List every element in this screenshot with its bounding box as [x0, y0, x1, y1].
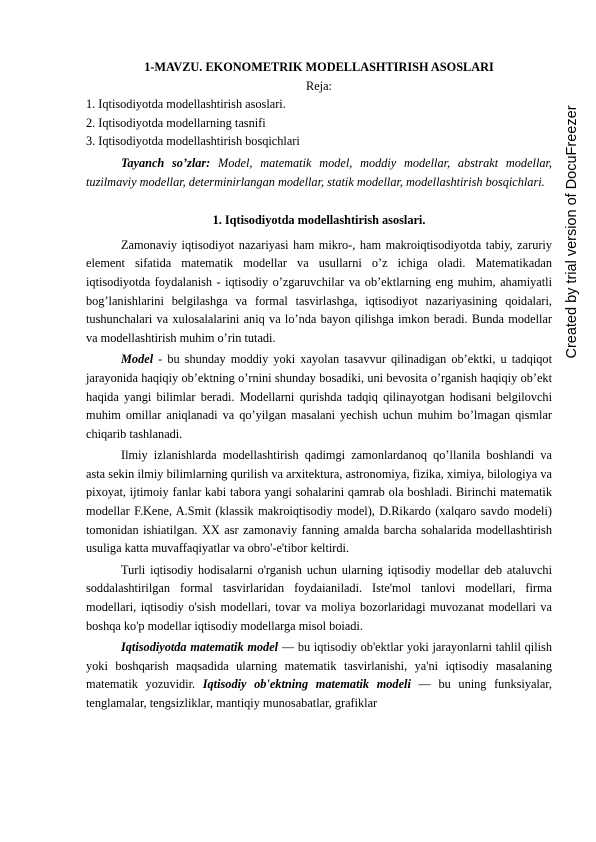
object-model-term: Iqtisodiy ob'ektning matematik modeli	[202, 677, 411, 692]
paragraph-4: Turli iqtisodiy hodisalarni o'rganish uchun ularning iqtisodiy modellar deb ataluvchi soddalashtirilgan formal tasvirlaridan foydaianiladi. Iste'mol tanlovi modellari, firma modellari, iqtisodiy o'sish modellari, tovar va moliya bozorlaridagi muvozanat modellari va boshqa ko'p modellar iqtisodiy modellarga misol boiadi.	[86, 562, 552, 633]
section-heading: 1. Iqtisodiyotda modellashtirish asoslari.	[212, 213, 426, 228]
document-body	[86, 58, 552, 713]
keywords-text: Model, matematik model, moddiy modellar, abstrakt modellar, tuzilmaviy modellar, determinirlangan modellar, statik modellar, modellashtirish bosqichlari.	[86, 155, 553, 189]
plan-item-1: 1. Iqtisodiyotda modellashtirish asoslari.	[86, 97, 286, 112]
math-model-term: Iqtisodiyotda matematik model	[121, 640, 279, 655]
model-term: Model	[121, 352, 154, 367]
keywords-label: Tayanch so’zlar:	[121, 155, 211, 170]
document-title: 1-MAVZU. EKONOMETRIK MODELLASHTIRISH ASOSLARI	[144, 60, 494, 74]
paragraph-2	[86, 350, 552, 443]
plan-item-2: 2. Iqtisodiyotda modellarning tasnifi	[86, 115, 266, 130]
paragraph-5	[86, 638, 552, 712]
paragraph-5-text-2: — bu uning funksiyalar, tenglamalar, tengsizliklar, mantiqiy munosabatlar, grafiklar	[86, 677, 552, 710]
keywords-paragraph	[86, 154, 552, 191]
plan-item-3: 3. Iqtisodiyotda modellashtirish bosqichlari	[86, 134, 300, 149]
paragraph-1: Zamonaviy iqtisodiyot nazariyasi ham mikro-, ham makroiqtisodiyotda tabiy, zaruriy element sifatida matematik modellar va usullarni o’z ichiga oladi. Matematikadan iqtisodiyotda foydalanish - iqtisodiy o’zgaruvchilar va ob’ektlarning eng muhim, ahamiyatli bog’lanishlarini belgilashga va formal tasvirlashga, iqtisodiyot nazariyasining qoidalari, tushunchalari va xulosalalarini aniq va lo’nda bayon qilishga imkon beradi. Bunda modellar va modellashtirish muhim o’rin tutadi.	[86, 237, 552, 345]
plan-heading: Reja:	[306, 78, 332, 93]
paragraph-5-text-1: — bu iqtisodiy ob'ektlar yoki jarayonlarni tahlil qilish yoki boshqarish maqsadida ularning matematik tasvirlanishi, ya'ni iqtisodiy masalaning matematik yozuvidir.	[86, 640, 552, 692]
paragraph-3: Ilmiy izlanishlarda modellashtirish qadimgi zamonlardanoq qo’llanila boshlandi va asta sekin ilmiy bilimlarning qurilish va arxitektura, astronomiya, fizika, ximiya, bilologiya va pixoyat, ijtimoiy fanlar kabi tabora yangi sohalarini qamrab ola boshladi. Birinchi matematik modellar F.Kene, A.Smit (klassik makroiqtisodiy model), D.Rikardo (xalqaro savdo modeli) tomonidan ishiatilgan. XX asr zamonaviy fanning amalda barcha sohalarida modellashtirish usuliga katta muvaffaqiyatlar va obro'-e'tibor keltirdi.	[86, 448, 552, 556]
watermark-text: Created by trial version of DocuFreezer	[564, 105, 580, 359]
paragraph-2-text: - bu shunday moddiy yoki xayolan tasavvur qilinadigan ob’ektki, u tadqiqot jarayonida haqiqiy ob’ektning o’rnini shunday bosadiki, uni bevosita o’rganish haqiqiy ob’ekt haqida yangi bilimlar beradi. Modellarni qurishda tadqiq qilinayotgan hodisani belgilovchi muhim omillar aniqlanadi va qo’yilgan masalani yechish uchun muhim bo’lmagan qismlar chiqarib tashlanadi.	[86, 352, 552, 441]
watermark	[557, 26, 587, 438]
